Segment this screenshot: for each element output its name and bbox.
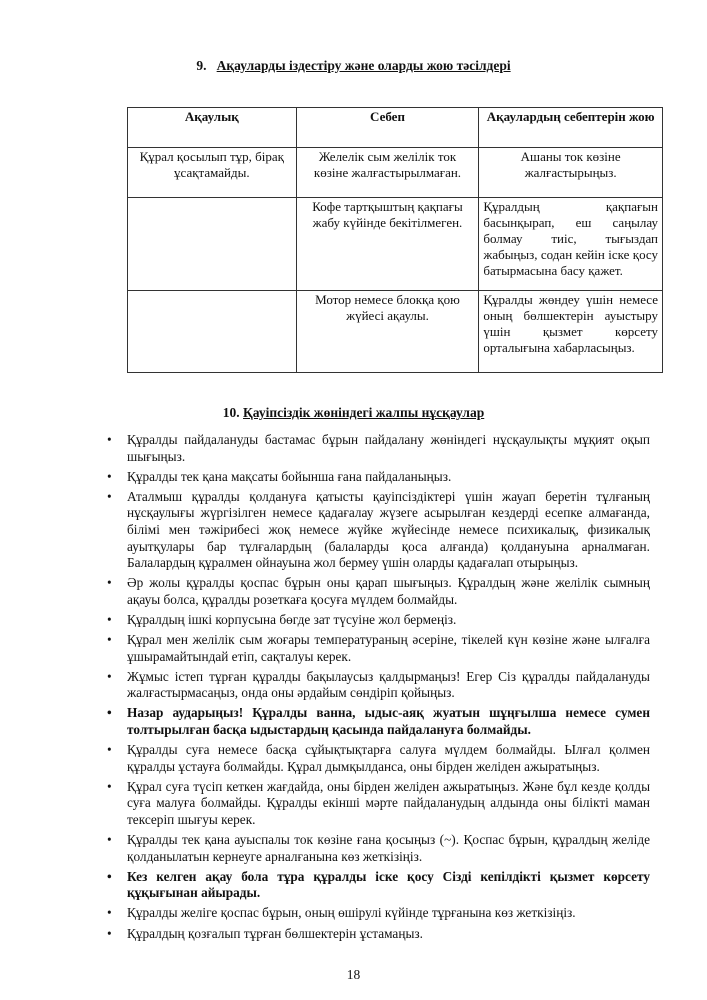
section-10-title: Қауіпсіздік жөніндегі жалпы нұсқаулар [243,405,485,420]
table-cell: Құрал қосылып тұр, бірақ ұсақтамайды. [128,148,297,198]
table-cell: Ашаны ток көзіне жалғастырыңыз. [479,148,663,198]
table-cell [128,291,297,373]
table-cell: Желелік сым желілік ток көзіне жалғастырылмаған. [296,148,479,198]
section-10-number: 10. [222,405,240,420]
list-item: • Құралды тек қана мақсаты бойынша ғана пайдаланыңыз. [127,469,650,486]
table-cell: Құралдың қақпағын басынқырап, еш саңылау болмау тиіс, тығыздап жабыңыз, содан кейін іске қосу батырмасына басу қажет. [479,198,663,291]
table-header-row [128,108,663,148]
list-item: • Құралды суға немесе басқа сұйықтықтарға салуға мүлдем болмайды. Ылғал қолмен құралды ұстауға болмайды. Құрал дымқылданса, оны бірден желіден ажыратыңыз. [127,742,650,775]
list-item: • Аталмыш құралды қолдануға қатысты қауіпсіздіктері үшін жауап беретін тұлғаның нұсқаулығы жүргізілген немесе қадағалау жүзеге асырылған кездерді есепке алмағанда, білімі мен тәжірибесі жоқ немесе жүйке жүйесінде немесе психикалық, физикалық ауытқулары бар тұлғалардың (балаларды қоса алғанда) қолдануына арналмаған. Балалардың құралмен ойнауына жол бермеу үшін оларды қадағалап отырыңыз. [127,489,650,572]
table-cell: Мотор немесе блокқа қою жүйесі ақаулы. [296,291,479,373]
header-fault: Ақаулық [128,108,297,148]
table-row [128,291,663,373]
list-item: • Құралды желіге қоспас бұрын, оның өшірулі күйінде тұрғанына көз жеткізіңіз. [127,905,650,922]
list-item: • Кез келген ақау бола тұра құралды іске қосу Сізді кепілдікті қызмет көрсету құқығынан айырады. [127,869,650,902]
list-item: • Әр жолы құралды қоспас бұрын оны қарап шығыңыз. Құралдың және желілік сымның ақауы болса, құралды розеткаға қосуға мүлдем болмайды. [127,575,650,608]
list-item: • Жұмыс істеп тұрған құралды бақылаусыз қалдырмаңыз! Егер Сіз құралды пайдалануды жалғастырмасаңыз, онда оны әрдайым сөндіріп қойыңыз. [127,669,650,702]
header-remedy: Ақаулардың себептерін жою [479,108,663,148]
section-10-heading [0,405,707,421]
table-cell: Құралды жөндеу үшін немесе оның бөлшектерін ауыстыру үшін қызмет көрсету орталығына хабарласыңыз. [479,291,663,373]
section-9-number: 9. [196,58,207,73]
list-item: • Құрал суға түсіп кеткен жағдайда, оны бірден желіден ажыратыңыз. Және бұл кезде қолды суға малуға болмайды. Құралды екінші мәрте пайдаланудың алдында оны білікті маман тексеріп шығуы керек. [127,779,650,829]
table-row [128,148,663,198]
list-item: • Құрал мен желілік сым жоғары температураның әсеріне, тікелей күн көзіне және ылғалға ұшырамайтындай етіп, сақталуы керек. [127,632,650,665]
section-9-heading [0,58,707,74]
table-row [128,198,663,291]
list-item: • Құралды тек қана ауыспалы ток көзіне ғана қосыңыз (~). Қоспас бұрын, құралдың желіде қолданылатын кернеуге арналғанына көз жеткізіңіз. [127,832,650,865]
troubleshooting-table [127,107,663,373]
table-cell: Кофе тартқыштың қақпағы жабу күйінде бекітілмеген. [296,198,479,291]
list-item: • Құралдың ішкі корпусына бөгде зат түсуіне жол бермеңіз. [127,612,650,629]
list-item: • Назар аударыңыз! Құралды ванна, ыдыс-аяқ жуатын шұңғылша немесе сумен толтырылған басқа ыдыстардың қасында пайдалануға болмайды. [127,705,650,738]
list-item: • Құралдың қозғалып тұрған бөлшектерін ұстамаңыз. [127,926,650,943]
safety-instructions-list [127,432,650,946]
section-9-title: Ақауларды іздестіру және оларды жою тәсілдері [216,58,511,73]
list-item: • Құралды пайдалануды бастамас бұрын пайдалану жөніндегі нұсқаулықты мұқият оқып шығыңыз. [127,432,650,465]
page-number: 18 [346,967,361,982]
table-cell [128,198,297,291]
header-cause: Себеп [296,108,479,148]
